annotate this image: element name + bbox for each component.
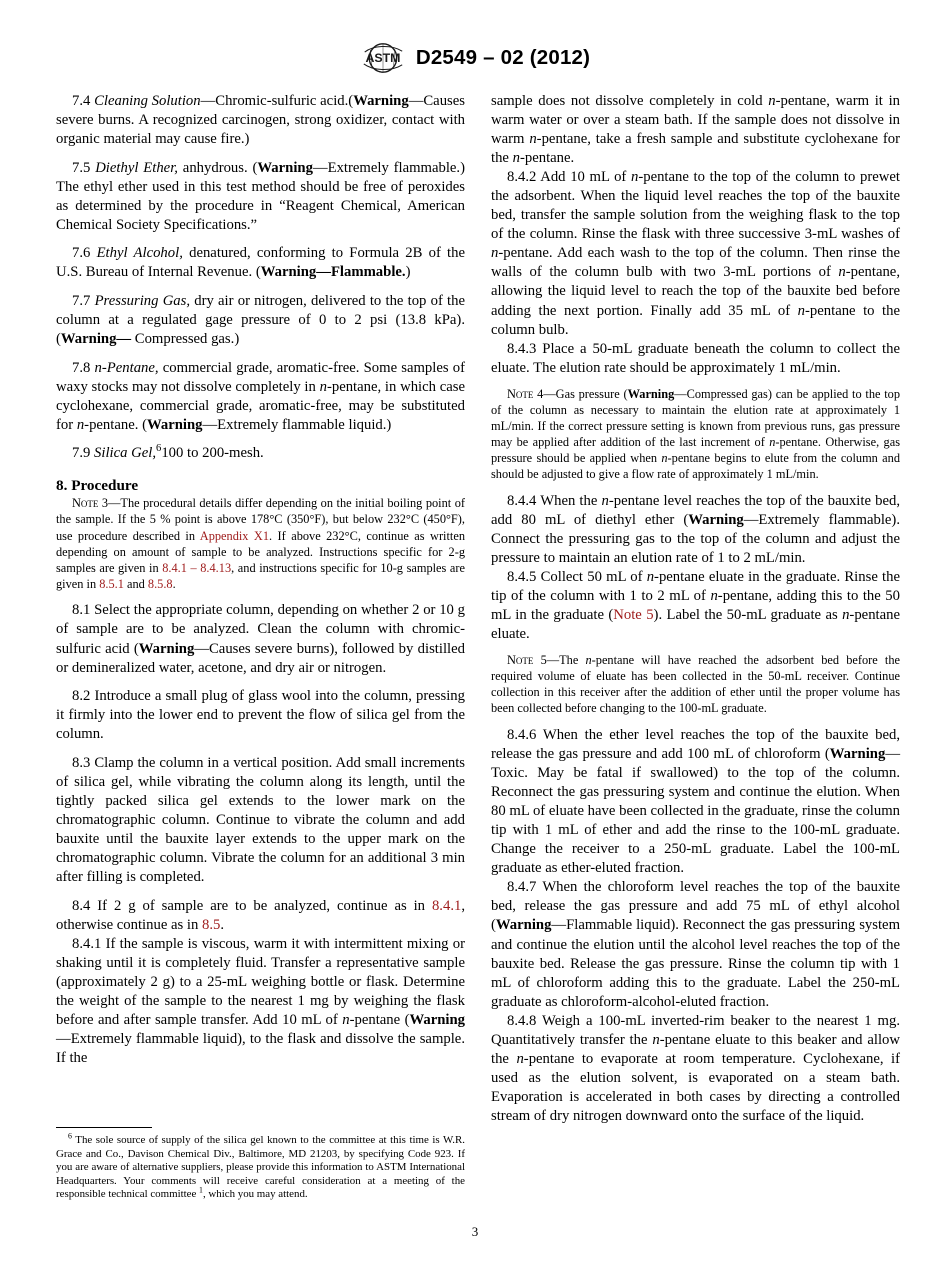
paragraph-text: —Extremely flammable.) The ethyl ether used in this test method should be free of peroxides as determined by the procedure in “Reagent Chemical, American Chemical Society Specifications.” (56, 159, 465, 233)
paragraph-8-4 (56, 897, 465, 935)
note-text: . If above 232°C, continue as written depending on amount of sample to be analyzed. Instructions specific for 2-g samples are given in (56, 528, 465, 575)
paragraph-number: 8.2 (72, 688, 91, 705)
cross-reference-link[interactable]: 8.5.1 (99, 576, 124, 591)
footnote-rule (56, 1127, 152, 1128)
term-name: Diethyl Ether, (95, 159, 178, 176)
paragraph-number: 7.9 (72, 445, 91, 462)
paragraph-text: If the sample is viscous, warm it with intermittent mixing or shaking until it is completely fluid. Transfer a representative sample (approximately 2 g) to a 25-mL weighing bottle or flask. Determine the weight of the sample to the nearest 1 mg by weighing the flask before and after sample transfer. Add 10 mL of n-pentane ( (56, 935, 465, 1028)
paragraph-number: 8.4.6 (507, 727, 537, 744)
warning-label: Warning (138, 640, 195, 657)
paragraph-text: When the ether level reaches the top of the bauxite bed, release the gas pressure and add 100 mL of chloroform ( (491, 727, 900, 763)
note-label: Note 4 (507, 386, 544, 401)
paragraph-text: When the n-pentane level reaches the top of the bauxite bed, add 80 mL of diethyl ether ( (491, 492, 900, 528)
cross-reference-link[interactable]: 8.4.1 – 8.4.13 (162, 560, 232, 575)
paragraph-7-4 (56, 92, 465, 149)
term-name: Pressuring Gas, (94, 292, 191, 309)
paragraph-8-4-6 (491, 726, 900, 878)
footnote-block (56, 1127, 465, 1202)
paragraph-8-4-2 (491, 168, 900, 339)
paragraph-text: —Causes severe burns), followed by distilled or demineralized water, acetone, and dry air or nitrogen. (56, 640, 465, 676)
paragraph-number: 7.4 (72, 93, 91, 109)
cross-reference-link[interactable]: 8.5.8 (147, 576, 173, 591)
paragraph-number: 8.4.3 (507, 340, 537, 357)
paragraph-text: —Causes severe burns. A recognized carcinogen, strong oxidizer, contact with organic material may cause fire.) (56, 93, 466, 148)
warning-label: Warning (829, 746, 886, 763)
cross-reference-link[interactable]: Appendix X1 (199, 528, 270, 543)
paragraph-number: 8.4.4 (507, 492, 537, 509)
cross-reference-link[interactable]: Note 5 (613, 607, 654, 624)
paragraph-number: 7.6 (72, 245, 91, 262)
footnote-6 (56, 1131, 465, 1202)
paragraph-8-4-8 (491, 1012, 900, 1126)
warning-label: Warning— (60, 331, 132, 348)
paragraph-number: 7.8 (72, 359, 91, 376)
paragraph-number: 8.4.8 (507, 1012, 537, 1029)
left-column-flow (56, 92, 465, 1068)
warning-label: Warning—Flammable. (260, 264, 406, 281)
page-columns (56, 92, 900, 1202)
note-text: —The n-pentane will have reached the adsorbent bed before the required volume of eluate has been collected in the 50-mL receiver. Continue collection in this receiver after the addition of ether until the proper volume has been collected before changing to the 100-mL graduate. (491, 653, 900, 716)
paragraph-8-2 (56, 687, 465, 744)
paragraph-text: When the chloroform level reaches the top of the bauxite bed, release the gas pressure and add 75 mL of ethyl alcohol ( (491, 879, 900, 934)
paragraph-text: anhydrous. ( (177, 159, 258, 176)
paragraph-7-8 (56, 359, 465, 435)
note-text: and (123, 576, 148, 591)
paragraph-text: dry air or nitrogen, delivered to the top of the column at a regulated gage pressure of 0 to 2 psi (13.8 kPa). ( (56, 292, 465, 348)
note-text: . (172, 576, 176, 591)
page-number: 3 (471, 1224, 479, 1239)
warning-label: Warning (146, 416, 203, 433)
paragraph-number: 8.4.5 (507, 568, 537, 585)
footnote-text: , which you may attend. (202, 1188, 308, 1201)
paragraph-text: —Toxic. May be fatal if swallowed) to the top of the column. Reconnect the gas pressuring system and continue the elution. When 80 mL of eluate have been collected in the graduate, rinse the column tip with 1 mL of ether and add the rinse to the 100-mL graduate. Change the receiver to a 250-mL graduate. Label the 100-mL graduate as ether-eluted fraction. (491, 746, 900, 877)
paragraph-8-4-1 (56, 935, 465, 1068)
paragraph-number: 8.4.2 (507, 169, 537, 186)
paragraph-7-7 (56, 292, 465, 349)
cross-reference-link[interactable]: 8.4.1 (431, 897, 462, 914)
note-4 (491, 386, 900, 483)
note-text: , and instructions specific for 10-g samples are given in (56, 560, 465, 591)
paragraph-number: 8.4 (72, 897, 91, 914)
paragraph-7-9 (56, 444, 465, 463)
note-3 (56, 495, 465, 592)
paragraph-text: 100 to 200-mesh. (161, 445, 264, 462)
paragraph-text: —Extremely flammable liquid), to the flask and dissolve the sample. If the (56, 1030, 465, 1066)
paragraph-text: —Extremely flammable). Connect the pressuring gas to the top of the column and adjust the pressure to maintain an elution rate of 1 to 2 mL/min. (491, 511, 900, 566)
page-header (0, 42, 950, 74)
term-name: Ethyl Alcohol, (96, 245, 183, 262)
paragraph-continuation: sample does not dissolve completely in cold n-pentane, warm it in warm water or over a steam bath. If the sample does not dissolve in warm n-pentane, take a fresh sample and substitute cyclohexane for the n-pentane. (491, 93, 900, 167)
paragraph-text: denatured, conforming to Formula 2B of the U.S. Bureau of Internal Revenue. ( (56, 245, 465, 281)
left-column (56, 92, 465, 1202)
paragraph-number: 8.4.1 (72, 935, 102, 952)
paragraph-text: , otherwise continue as in (56, 897, 465, 933)
paragraph-text: Collect 50 mL of n-pentane eluate in the graduate. Rinse the tip of the column with 1 to 2 mL of n-pentane, adding this to the 50 mL in the graduate ( (491, 568, 900, 624)
paragraph-number: 7.7 (72, 292, 91, 309)
paragraph-text: . (220, 916, 225, 933)
note-label: Note 3 (72, 496, 109, 511)
paragraph-text: Select the appropriate column, depending on whether 2 or 10 g of sample are to be analyzed. Clean the column with chromic-sulfuric acid ( (56, 602, 465, 657)
note-label: Note 5 (507, 653, 547, 668)
paragraph-text: —Flammable liquid). Reconnect the gas pressuring system and continue the elution until the alcohol level reaches the top of the bauxite bed. Release the gas pressure. Rinse the column tip with 1 mL of chloroform adding this to the graduate. Label the 250-mL graduate as chloroform-alcohol-eluted fraction. (491, 917, 900, 1010)
svg-text:ASTM: ASTM (365, 51, 401, 66)
paragraph-8-4-5 (491, 568, 900, 644)
paragraph-8-4-4 (491, 492, 900, 568)
paragraph-text: commercial grade, aromatic-free. Some samples of waxy stocks may not dissolve completely in n-pentane, in which case cyclohexane, commercial grade, aromatic-free, may be substituted for n-pentane. ( (56, 359, 465, 433)
paragraph-text: Add 10 mL of n-pentane to the top of the column to prewet the adsorbent. When the liquid level reaches the top of the bauxite bed, transfer the sample solution from the weighing flask to the top of the column. Rinse the flask with three successive 3-mL washes of n-pentane. Add each wash to the top of the column. Then rinse the walls of the column bulb with two 3-mL portions of n-pentane, allowing the liquid level to reach the top of the bauxite bed before adding the next portion. Finally add 35 mL of n-pentane to the column bulb. (491, 169, 900, 338)
warning-label: Warning (495, 917, 552, 934)
note-text: —Compressed gas) can be applied to the top of the column as necessary to maintain the elution rate at approximately 1 mL/min. If the correct pressure setting is known from previous runs, gas pressure may be applied after addition of the last increment of n-pentane. Otherwise, gas pressure should be applied when n-pentane begins to elute from the column and should be adjusted to give a flow rate of approximately 1 mL/min. (491, 386, 900, 482)
note-text: —Gas pressure ( (543, 386, 628, 401)
section-heading-procedure: 8. Procedure (56, 477, 139, 495)
paragraph-text: Introduce a small plug of glass wool into the column, pressing it firmly into the lower end to prevent the flow of silica gel from the column. (56, 688, 465, 743)
paragraph-number: 8.4.7 (507, 879, 537, 896)
right-column (491, 92, 900, 1202)
paragraph-8-4-7 (491, 878, 900, 1011)
footnote-marker: 6 (68, 1131, 72, 1141)
term-name: Cleaning Solution (94, 93, 201, 109)
paragraph-text: Place a 50-mL graduate beneath the column to collect the eluate. The elution rate should be approximately 1 mL/min. (491, 340, 900, 376)
footnote-marker: 1 (199, 1185, 203, 1195)
warning-label: Warning (688, 511, 744, 528)
term-name (95, 360, 159, 376)
paragraph-7-6 (56, 244, 465, 282)
paragraph-number: 8.1 (72, 602, 91, 619)
paragraph-number: 8.3 (72, 754, 91, 771)
footnote-marker: 6 (156, 443, 162, 455)
warning-label: Warning (409, 1011, 466, 1028)
paragraph-text: Compressed gas.) (131, 331, 240, 348)
term-name: Silica Gel, (94, 445, 157, 462)
term-text: n-Pentane, (94, 359, 159, 376)
paragraph-text: ). Label the 50-mL graduate as n-pentane eluate. (491, 607, 900, 643)
paragraph-text: Weigh a 100-mL inverted-rim beaker to the nearest 1 mg. Quantitatively transfer the n-pentane eluate to this beaker and allow the n-pentane to evaporate at room temperature. Cyclohexane, if used as the elution solvent, is evaporated on a steam bath. Evaporation is accelerated in both cases by directing a controlled stream of dry nitrogen downward onto the surface of the liquid. (491, 1012, 900, 1124)
warning-label: Warning (627, 386, 675, 401)
paragraph-8-1 (56, 601, 465, 677)
paragraph-7-5 (56, 159, 465, 235)
paragraph-text: —Chromic-sulfuric acid.( (200, 93, 354, 109)
note-text: —The procedural details differ depending on the initial boiling point of the sample. If the 5 % point is above 178°C (350°F), but below 232°C (450°F), use procedure described in (56, 496, 465, 543)
paragraph-text: ) (405, 264, 411, 281)
astm-logo-icon (360, 42, 406, 74)
cross-reference-link[interactable]: 8.5 (202, 916, 221, 933)
warning-label: Warning (257, 159, 313, 176)
note-5 (491, 652, 900, 716)
paragraph-8-3 (56, 754, 465, 887)
paragraph-8-4-3 (491, 340, 900, 378)
paragraph-text: —Extremely flammable liquid.) (202, 416, 392, 433)
paragraph-number: 7.5 (72, 159, 91, 176)
warning-label: Warning (353, 93, 409, 109)
paragraph-text: If 2 g of sample are to be analyzed, continue as in (90, 897, 432, 914)
footnote-text: The sole source of supply of the silica gel known to the committee at this time is W.R. Grace and Co., Davison Chemical Div., Baltimore, MD 21203, by specifying Code 923. If you are aware of alternative suppliers, please provide this information to ASTM International Headquarters. Your comments will receive careful consideration at a meeting of the responsible technical committee (56, 1134, 465, 1201)
paragraph-text: Clamp the column in a vertical position. Add small increments of silica gel, while vibrating the column along its length, until the tightly packed silica gel extends to the lower mark on the chromatographic column. Continue to vibrate the column and add bauxite until the bauxite layer extends to the upper mark on the chromatographic column. Vibrate the column for an additional 3 min after filling is completed. (56, 754, 465, 886)
document-designation: D2549 – 02 (2012) (415, 46, 591, 69)
